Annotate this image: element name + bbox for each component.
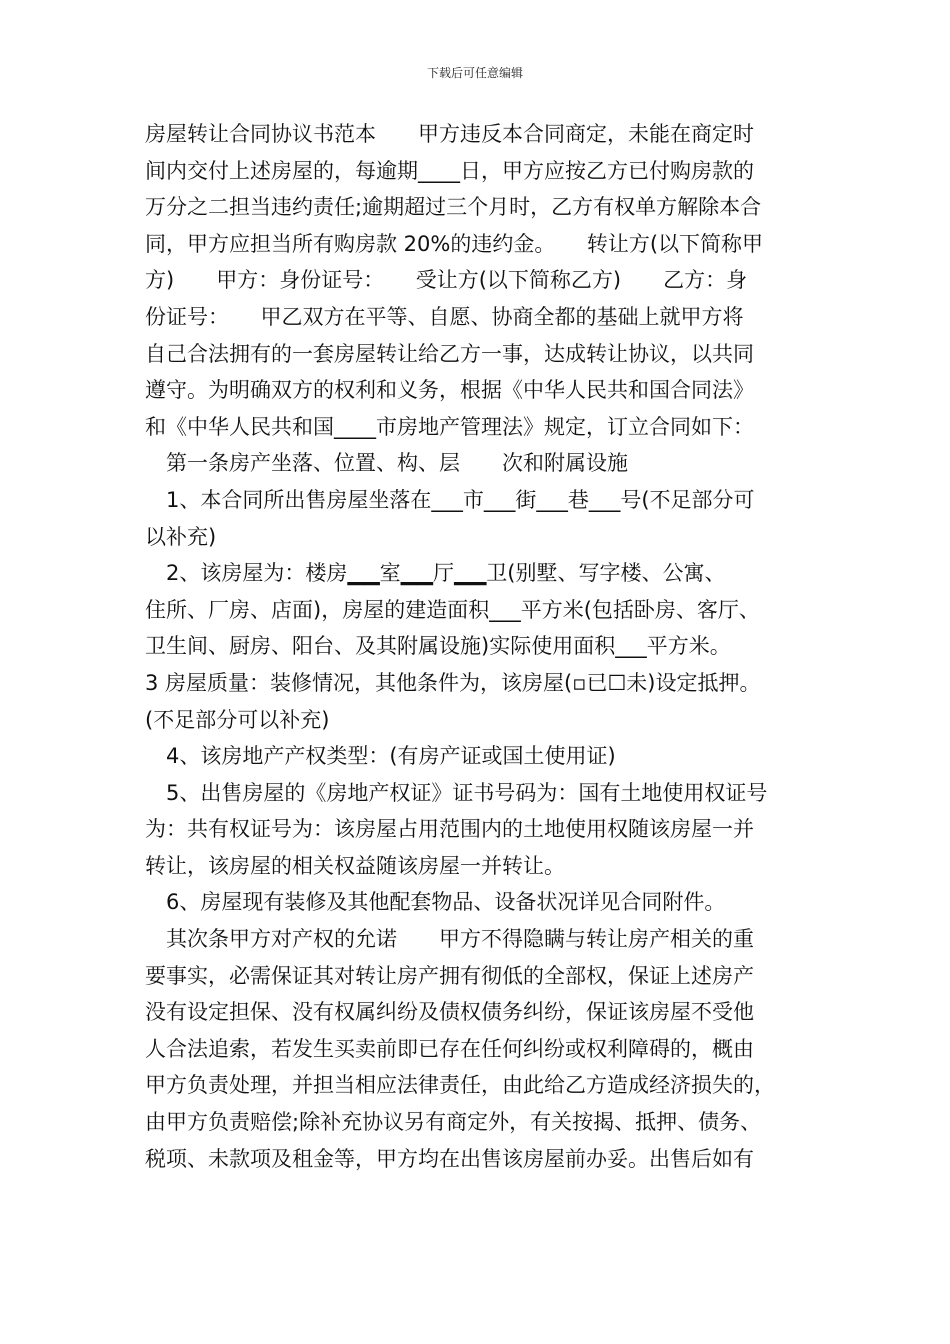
text-line: 由甲方负责赔偿;除补充协议另有商定外，有关按揭、抵押、债务、: [145, 1110, 762, 1135]
text-line: 人合法追索，若发生买卖前即已存在任何纠纷或权利障碍的，概由: [145, 1036, 754, 1061]
text-line: 3 房屋质量：装修情况，其他条件为，该房屋(▫已☐未)设定抵押。: [145, 670, 761, 695]
text-line: 和《中华人民共和国____市房地产管理法》规定，订立合同如下：: [145, 414, 754, 439]
text-line: 转让，该房屋的相关权益随该房屋一并转让。: [145, 853, 565, 878]
text-line: 间内交付上述房屋的，每逾期____日，甲方应按乙方已付购房款的: [145, 158, 754, 183]
text-line: 2、该房屋为：楼房▁▁室▁▁厅▁▁卫(别墅、写字楼、公寓、: [145, 561, 726, 586]
text-line: 自己合法拥有的一套房屋转让给乙方一事，达成转让协议，以共同: [145, 341, 754, 366]
text-line: 住所、厂房、店面)，房屋的建造面积___平方米(包括卧房、客厅、: [145, 597, 760, 622]
text-line: 以补充): [145, 524, 217, 549]
contract-body: [145, 116, 813, 1177]
text-line: 1、本合同所出售房屋坐落在___市___街___巷___号(不足部分可: [145, 487, 755, 512]
text-line: 方) 甲方：身份证号： 受让方(以下简称乙方) 乙方：身: [145, 268, 748, 293]
text-line: 卫生间、厨房、阳台、及其附属设施)实际使用面积___平方米。: [145, 634, 731, 659]
text-line: 甲方负责处理，并担当相应法律责任，由此给乙方造成经济损失的，: [145, 1073, 775, 1098]
text-line: 税项、未款项及租金等，甲方均在出售该房屋前办妥。出售后如有: [145, 1146, 754, 1171]
text-line: 第一条房产坐落、位置、构、层 次和附属设施: [145, 451, 628, 476]
text-line: 遵守。为明确双方的权利和义务，根据《中华人民共和国合同法》: [145, 378, 754, 403]
text-line: 没有设定担保、没有权属纠纷及债权债务纠纷，保证该房屋不受他: [145, 1000, 754, 1025]
text-line: 为：共有权证号为：该房屋占用范围内的土地使用权随该房屋一并: [145, 817, 754, 842]
text-line: (不足部分可以补充): [145, 707, 330, 732]
text-line: 同，甲方应担当所有购房款 20%的违约金。 转让方(以下简称甲: [145, 231, 764, 256]
text-line: 其次条甲方对产权的允诺 甲方不得隐瞒与转让房产相关的重: [145, 927, 754, 952]
text-line: 6、房屋现有装修及其他配套物品、设备状况详见合同附件。: [145, 890, 726, 915]
text-line: 要事实，必需保证其对转让房产拥有彻低的全部权，保证上述房产: [145, 963, 754, 988]
text-line: 4、该房地产产权类型：(有房产证或国土使用证): [145, 744, 616, 769]
text-line: 份证号： 甲乙双方在平等、自愿、协商全都的基础上就甲方将: [145, 304, 744, 329]
page-header: 下载后可任意编辑: [426, 66, 523, 80]
text-line: 5、出售房屋的《房地产权证》证书号码为：国有土地使用权证号: [145, 780, 768, 805]
text-line: 房屋转让合同协议书范本 甲方违反本合同商定，未能在商定时: [145, 122, 754, 146]
text-line: 万分之二担当违约责任;逾期超过三个月时，乙方有权单方解除本合: [145, 195, 762, 220]
